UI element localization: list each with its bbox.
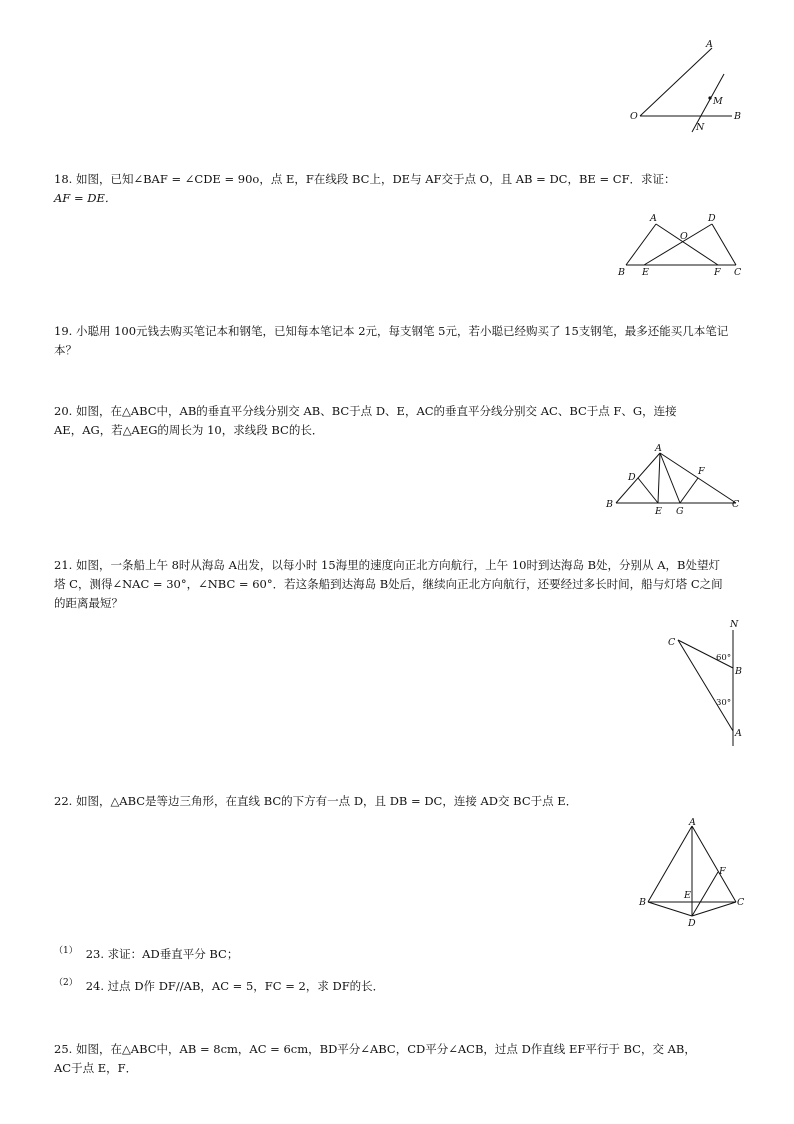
- figure-q21-svg: [660, 618, 750, 753]
- question-18-line2: AF = DE．: [54, 191, 117, 205]
- question-25-line2: AC于点 E，F．: [54, 1061, 138, 1075]
- segment-de: [638, 478, 658, 503]
- segment-ac: [692, 826, 736, 902]
- segment-fg: [680, 478, 698, 503]
- question-25-line1: 25. 如图，在△ABC中，AB = 8cm，AC = 6cm，BD平分∠ABC，CD平分∠ACB，过点 D作直线 EF平行于 BC，交 AB，: [54, 1042, 696, 1056]
- segment-dc: [712, 224, 736, 265]
- part1-text: 23. 求证：AD垂直平分 BC；: [85, 947, 239, 961]
- question-22-line1: 22. 如图，△ABC是等边三角形，在直线 BC的下方有一点 D，且 DB = DC，连接 AD交 BC于点 E．: [54, 794, 578, 808]
- question-20-line1: 20. 如图，在△ABC中，AB的垂直平分线分别交 AB、BC于点 D、E，AC的垂直平分线分别交 AC、BC于点 F、G，连接: [54, 404, 677, 418]
- angle-60-label: 60°: [716, 653, 732, 663]
- question-19-line1: 19. 小聪用 100元钱去购买笔记本和钢笔，已知每本笔记本 2元，每支钢笔 5元，若小聪已经购买了 15支钢笔，最多还能买几本笔记: [54, 324, 729, 338]
- label-n: N: [696, 122, 705, 133]
- label-b: B: [618, 267, 625, 278]
- label-a: A: [689, 817, 696, 828]
- segment-ed: [644, 224, 712, 265]
- label-f: F: [698, 466, 705, 477]
- question-19-line2: 本？: [54, 343, 77, 357]
- figure-q22-svg: [636, 816, 756, 928]
- label-a: A: [655, 443, 662, 454]
- label-m: M: [713, 96, 723, 107]
- label-b: B: [734, 111, 741, 122]
- segment-bd: [648, 902, 692, 916]
- label-d: D: [708, 213, 716, 224]
- question-20: [54, 402, 744, 440]
- point-m: [708, 96, 711, 99]
- figure-q18: [614, 208, 754, 283]
- question-20-line2: AE，AG，若△AEG的周长为 10，求线段 BC的长．: [54, 423, 324, 437]
- figure-q22: [636, 816, 756, 928]
- label-e: E: [684, 890, 691, 901]
- label-o: O: [630, 111, 638, 122]
- question-18: [54, 170, 744, 208]
- question-18-line1: 18. 如图，已知∠BAF = ∠CDE = 90o，点 E，F在线段 BC上，DE与 AF交于点 O，且 AB = DC，BE = CF．求证：: [54, 172, 676, 186]
- question-19: [54, 322, 744, 360]
- label-f: F: [719, 866, 726, 877]
- figure-q18-svg: [614, 208, 754, 283]
- label-d: D: [688, 918, 696, 929]
- figure-q20-svg: [600, 440, 750, 520]
- question-21-line2: 塔 C，测得∠NAC = 30°，∠NBC = 60°．若这条船到达海岛 B处后，继续向正北方向航行，还要经过多长时间，船与灯塔 C之间: [54, 577, 723, 591]
- label-a: A: [706, 39, 713, 50]
- question-21-line1: 21. 如图，一条船上午 8时从海岛 A出发，以每小时 15海里的速度向正北方向航行，上午 10时到达海岛 B处，分别从 A，B处望灯: [54, 558, 720, 572]
- figure-q20: [600, 440, 750, 520]
- label-d: D: [628, 472, 636, 483]
- label-e: E: [655, 506, 662, 517]
- segment-ag: [660, 453, 680, 503]
- segment-ae: [658, 453, 660, 503]
- part1-index: （1）: [54, 946, 78, 956]
- question-22-part2: [54, 974, 384, 996]
- label-c: C: [732, 499, 740, 510]
- part2-index: （2）: [54, 978, 78, 988]
- question-21-line3: 的距离最短？: [54, 596, 123, 610]
- label-f: F: [714, 267, 721, 278]
- label-o: O: [680, 231, 688, 242]
- ray-oa: [640, 48, 712, 116]
- question-25: [54, 1040, 744, 1078]
- figure-q17: [620, 34, 750, 134]
- angle-30-label: 30°: [716, 698, 732, 708]
- label-c: C: [737, 897, 745, 908]
- figure-q17-svg: [620, 34, 750, 134]
- question-22-part1: [54, 942, 238, 964]
- part2-text: 24. 过点 D作 DF//AB，AC = 5，FC = 2，求 DF的长．: [85, 979, 385, 993]
- label-n: N: [730, 619, 739, 630]
- label-e: E: [642, 267, 649, 278]
- question-21: [54, 556, 744, 613]
- segment-ba: [626, 224, 656, 265]
- label-c: C: [668, 637, 676, 648]
- figure-q21: [660, 618, 750, 753]
- question-22: [54, 792, 744, 811]
- label-c: C: [734, 267, 742, 278]
- label-a: A: [735, 728, 742, 739]
- label-b: B: [639, 897, 646, 908]
- label-b: B: [735, 666, 742, 677]
- label-a: A: [650, 213, 657, 224]
- label-b: B: [606, 499, 613, 510]
- label-g: G: [676, 506, 684, 517]
